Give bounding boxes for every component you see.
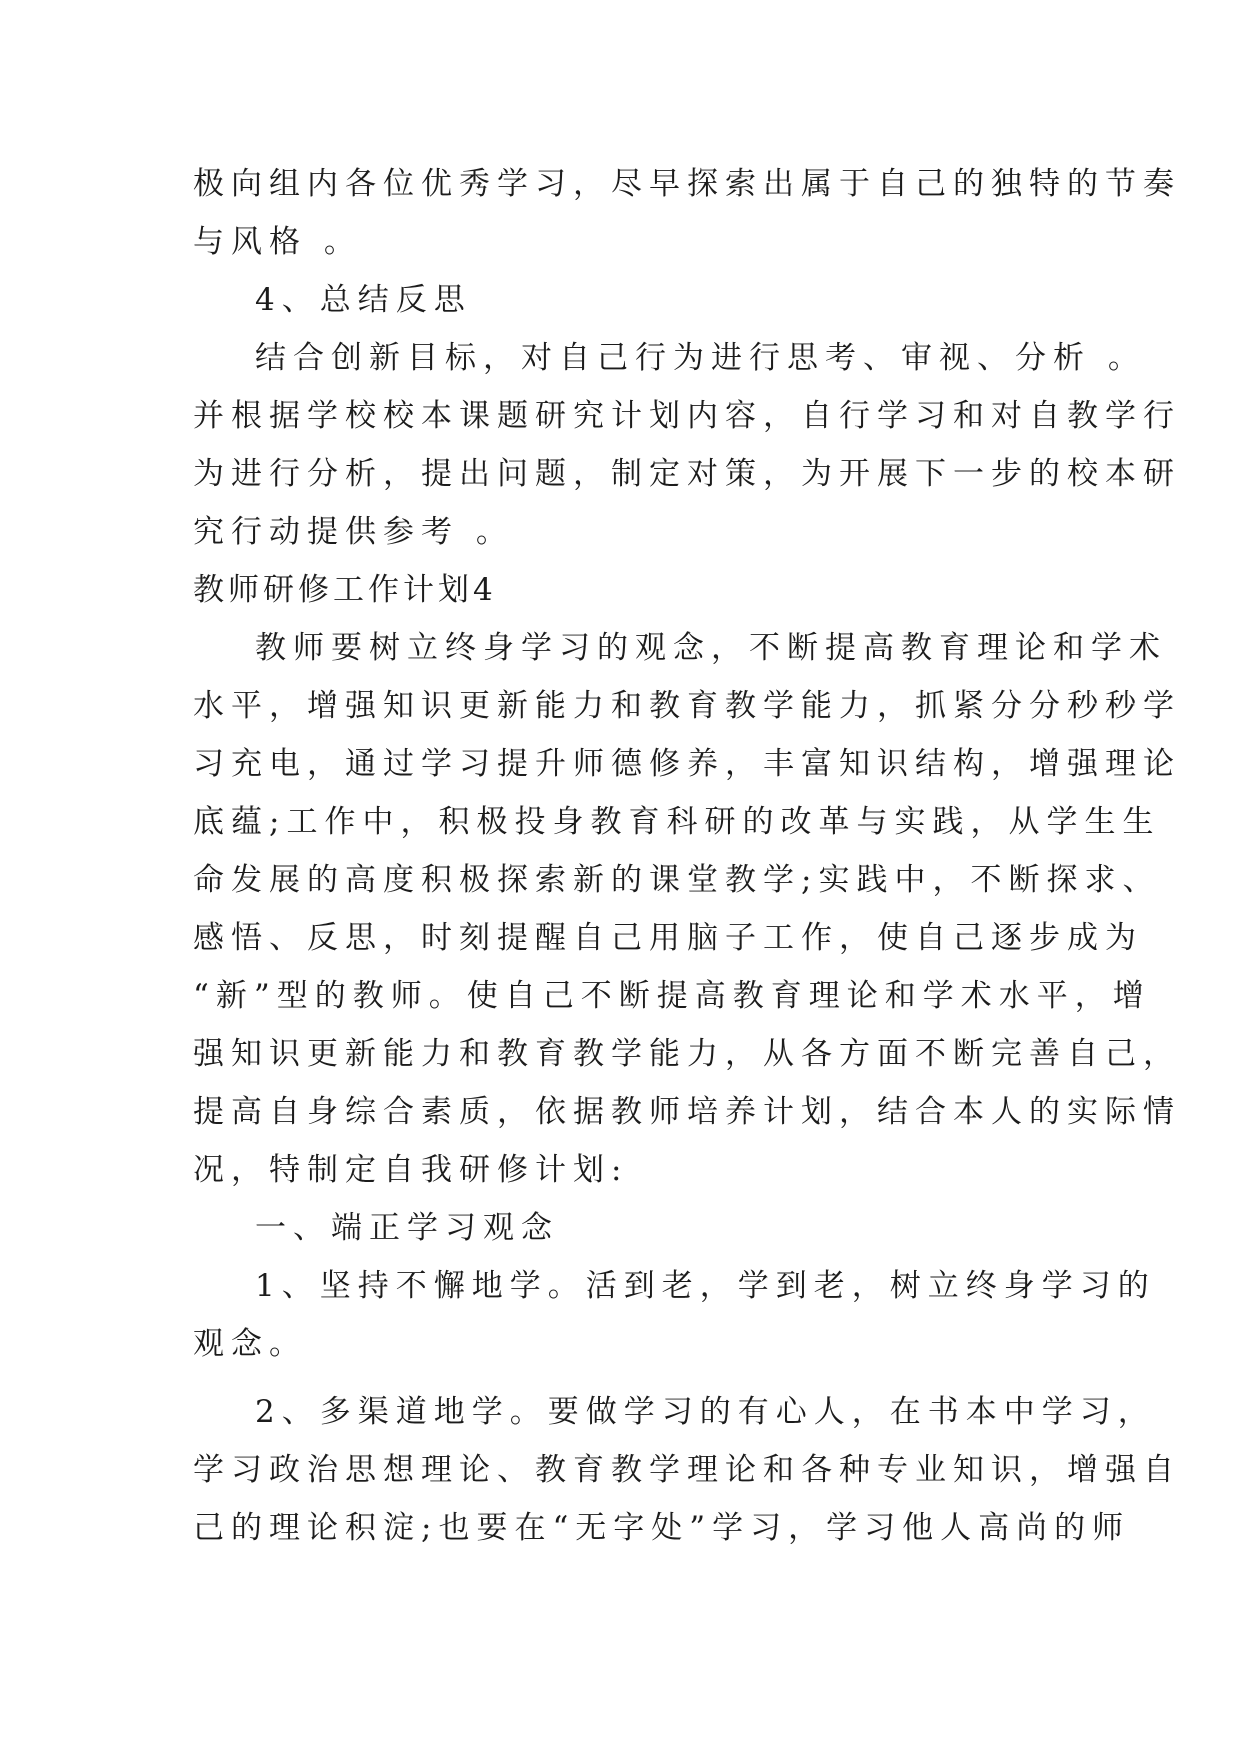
- text-line: “新”型的教师。使自己不断提高教育理论和学术水平，增: [193, 978, 1151, 1014]
- text-line: 强知识更新能力和教育教学能力，从各方面不断完善自己，: [193, 1036, 1181, 1072]
- text-line: 学习政治思想理论、教育教学理论和各种专业知识，增强自: [193, 1452, 1181, 1488]
- text-line: 教师要树立终身学习的观念，不断提高教育理论和学术: [255, 630, 1167, 666]
- text-line: 观念。: [193, 1326, 307, 1362]
- document-title: 教师研修工作计划4: [193, 572, 497, 608]
- text-line: 极向组内各位优秀学习，尽早探索出属于自己的独特的节奏: [193, 166, 1181, 202]
- section-heading: 一、端正学习观念: [255, 1210, 559, 1246]
- text-line: 感悟、反思，时刻提醒自己用脑子工作，使自己逐步成为: [193, 920, 1143, 956]
- text-line: 结合创新目标，对自己行为进行思考、审视、分析 。: [255, 340, 1146, 376]
- text-line: 究行动提供参考 。: [193, 514, 514, 550]
- text-line: 己的理论积淀;也要在“无字处”学习，学习他人高尚的师: [193, 1510, 1131, 1546]
- text-line: 命发展的高度积极探索新的课堂教学;实践中，不断探求、: [193, 862, 1161, 898]
- text-line: 提高自身综合素质，依据教师培养计划，结合本人的实际情: [193, 1094, 1181, 1130]
- text-line: 并根据学校校本课题研究计划内容，自行学习和对自教学行: [193, 398, 1181, 434]
- text-line: 与风格 。: [193, 224, 362, 260]
- section-heading: 4、总结反思: [255, 282, 472, 318]
- text-line: 1、坚持不懈地学。活到老，学到老，树立终身学习的: [255, 1268, 1156, 1304]
- text-line: 为进行分析，提出问题，制定对策，为开展下一步的校本研: [193, 456, 1181, 492]
- text-line: 习充电，通过学习提升师德修养，丰富知识结构，增强理论: [193, 746, 1181, 782]
- text-line: 底蕴;工作中，积极投身教育科研的改革与实践，从学生生: [193, 804, 1161, 840]
- text-line: 况，特制定自我研修计划:: [193, 1152, 629, 1188]
- text-line: 水平，增强知识更新能力和教育教学能力，抓紧分分秒秒学: [193, 688, 1181, 724]
- text-line: 2、多渠道地学。要做学习的有心人，在书本中学习，: [255, 1394, 1156, 1430]
